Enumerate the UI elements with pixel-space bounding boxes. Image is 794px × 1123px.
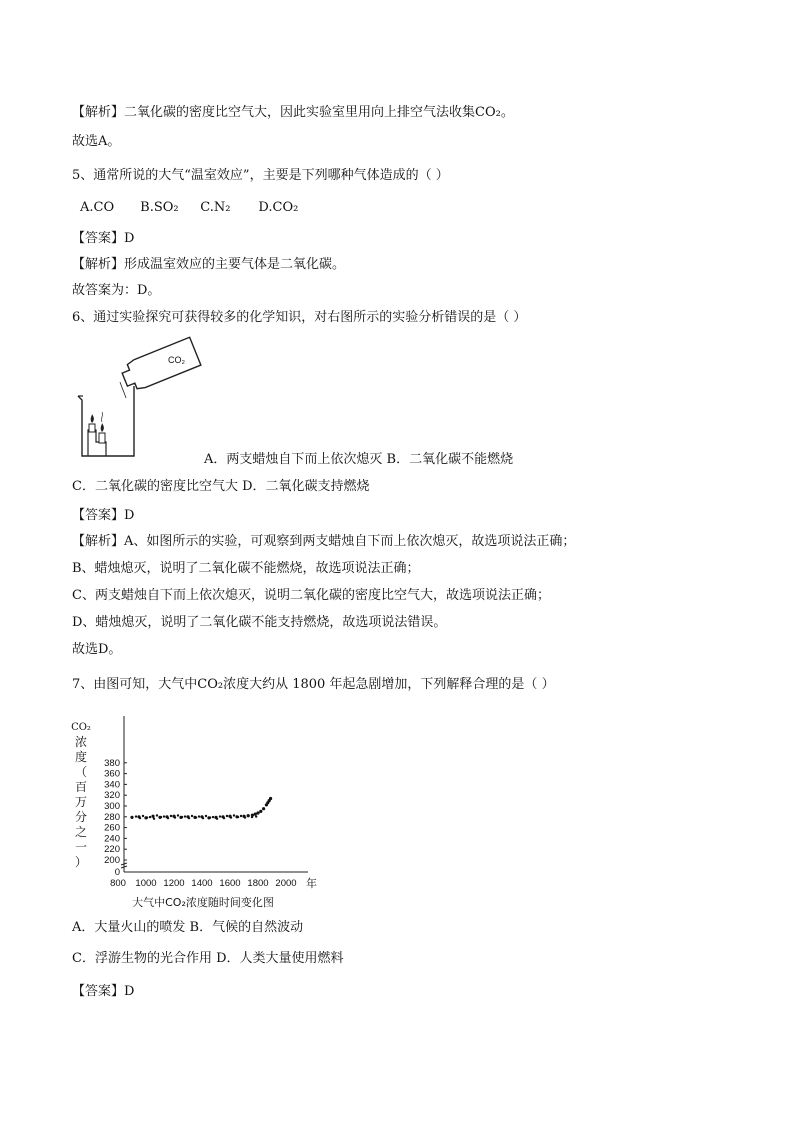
data-point [158,816,161,819]
question-7-options-cd: C．浮游生物的光合作用 D．人类大量使用燃料 [72,951,344,966]
y-tick-label: 220 [104,844,120,856]
y-tick-label: 360 [104,768,120,780]
x-tick-label: 1200 [163,878,185,889]
flame-upper [91,414,94,423]
analysis-q6-b: B、蜡烛熄灭，说明了二氧化碳不能燃烧，故选项说法正确； [72,561,420,576]
data-point [186,815,189,818]
co2-bottle [119,337,201,393]
question-6-options-ab: A．两支蜡烛自下而上依次熄灭 B．二氧化碳不能燃烧 [204,452,514,467]
data-point [149,816,151,818]
data-point [235,815,238,818]
selection-line-q4: 故选A。 [72,134,121,149]
data-point [193,816,196,819]
data-point [259,810,262,813]
data-point [130,816,133,819]
y-tick-label: 320 [104,790,120,802]
x-tick-label: 800 [110,878,126,889]
question-5: 5、通常所说的大气“温室效应”，主要是下列哪种气体造成的（ ） [72,168,449,183]
y-label-char: 度 [74,750,87,764]
data-point [198,815,200,817]
option-a: A.CO [80,200,115,215]
data-point [254,813,257,816]
analysis-line-q4: 【解析】二氧化碳的密度比空气大，因此实验室里用向上排空气法收集CO₂。 [72,105,514,120]
data-point [151,815,154,818]
data-point [242,815,245,818]
y-tick-label: 0 [114,867,120,878]
analysis-q6-a: 【解析】A、如图所示的实验，可观察到两支蜡烛自下而上依次熄灭，故选项说法正确； [72,534,576,549]
analysis-q6-d: D、蜡烛熄灭，说明了二氧化碳不能支持燃烧，故选项说法错误。 [72,615,447,630]
option-c: C.N₂ [200,200,231,215]
answer-q6: 【答案】D [72,508,135,523]
data-point [219,815,221,817]
analysis-q5: 【解析】形成温室效应的主要气体是二氧化碳。 [72,257,346,272]
data-point [172,815,175,818]
data-point [165,815,168,818]
data-point [226,815,228,817]
bottle-label: CO₂ [168,355,185,365]
y-label-char: CO₂ [71,722,91,733]
data-point [142,815,144,817]
data-point [233,814,235,816]
y-tick-label: 240 [104,833,120,845]
data-point [251,814,254,817]
y-tick-label: 280 [104,811,120,823]
y-label-char: 浓 [74,735,87,749]
chart-plot [68,706,328,912]
data-point [214,816,217,819]
data-point [228,815,231,818]
co2-pouring-figure [70,330,205,462]
x-tick-label: 1000 [135,878,157,889]
candle-upper [89,424,95,432]
option-d: D.CO₂ [258,200,299,215]
y-tick-label: 260 [104,822,120,834]
question-7: 7、由图可知，大气中CO₂浓度大约从 1800 年起急剧增加，下列解释合理的是（ ） [72,677,555,692]
option-b: B.SO₂ [140,200,179,215]
data-point [269,797,272,800]
y-label-char: ） [74,855,87,869]
selection-q5: 故答案为：D。 [72,283,161,298]
y-label-char: 一 [74,840,87,854]
analysis-q6-c: C、两支蜡烛自下而上依次熄灭，说明二氧化碳的密度比空气大，故选项说法正确； [72,588,550,603]
data-point [207,816,210,819]
y-label-char: 分 [74,810,87,824]
data-point [247,814,250,817]
x-tick-label: 1400 [191,878,213,889]
question-6-options-cd: C．二氧化碳的密度比空气大 D．二氧化碳支持燃烧 [72,479,370,494]
data-point [205,815,207,817]
y-axis-label [70,720,92,870]
data-point [240,815,242,817]
y-label-char: 之 [74,825,87,839]
y-label-char: 百 [74,780,87,794]
data-point [177,814,179,816]
pour-stream [120,382,126,398]
selection-q6: 故选D。 [72,642,122,657]
y-label-char: （ [74,765,87,779]
chart-title: 大气中CO₂浓度随时间变化图 [132,896,274,909]
data-point [135,815,137,817]
data-point [137,815,140,818]
y-tick-label: 340 [104,779,120,791]
data-point [212,816,214,818]
data-point [144,816,147,819]
co2-concentration-chart [68,706,328,912]
data-point [179,816,182,819]
data-point [221,815,224,818]
x-tick-label: 1600 [219,878,241,889]
question-7-options-ab: A．大量火山的喷发 B．气候的自然波动 [72,920,304,935]
x-tick-label: 1800 [247,878,269,889]
candle-lower [99,433,105,443]
y-label-char: 万 [74,795,87,809]
smoke-wisp [101,412,102,422]
x-tick-label: 2000 [275,878,297,889]
question-5-options [80,199,298,217]
data-point [163,815,165,817]
answer-q7: 【答案】D [72,984,135,999]
y-tick-label: 200 [104,855,120,866]
flame-lower [101,423,104,432]
data-point [200,815,203,818]
data-point [256,811,259,814]
y-tick-label: 300 [104,801,120,812]
y-tick-label: 380 [104,757,120,769]
data-point [191,815,193,817]
data-point [170,815,172,817]
answer-q5: 【答案】D [72,231,135,246]
x-axis-label: 年 [306,877,317,890]
question-6: 6、通过实验探究可获得较多的化学知识，对右图所示的实验分析错误的是（ ） [72,310,527,325]
data-point [156,814,158,816]
data-point [184,815,186,817]
data-point [262,807,265,810]
